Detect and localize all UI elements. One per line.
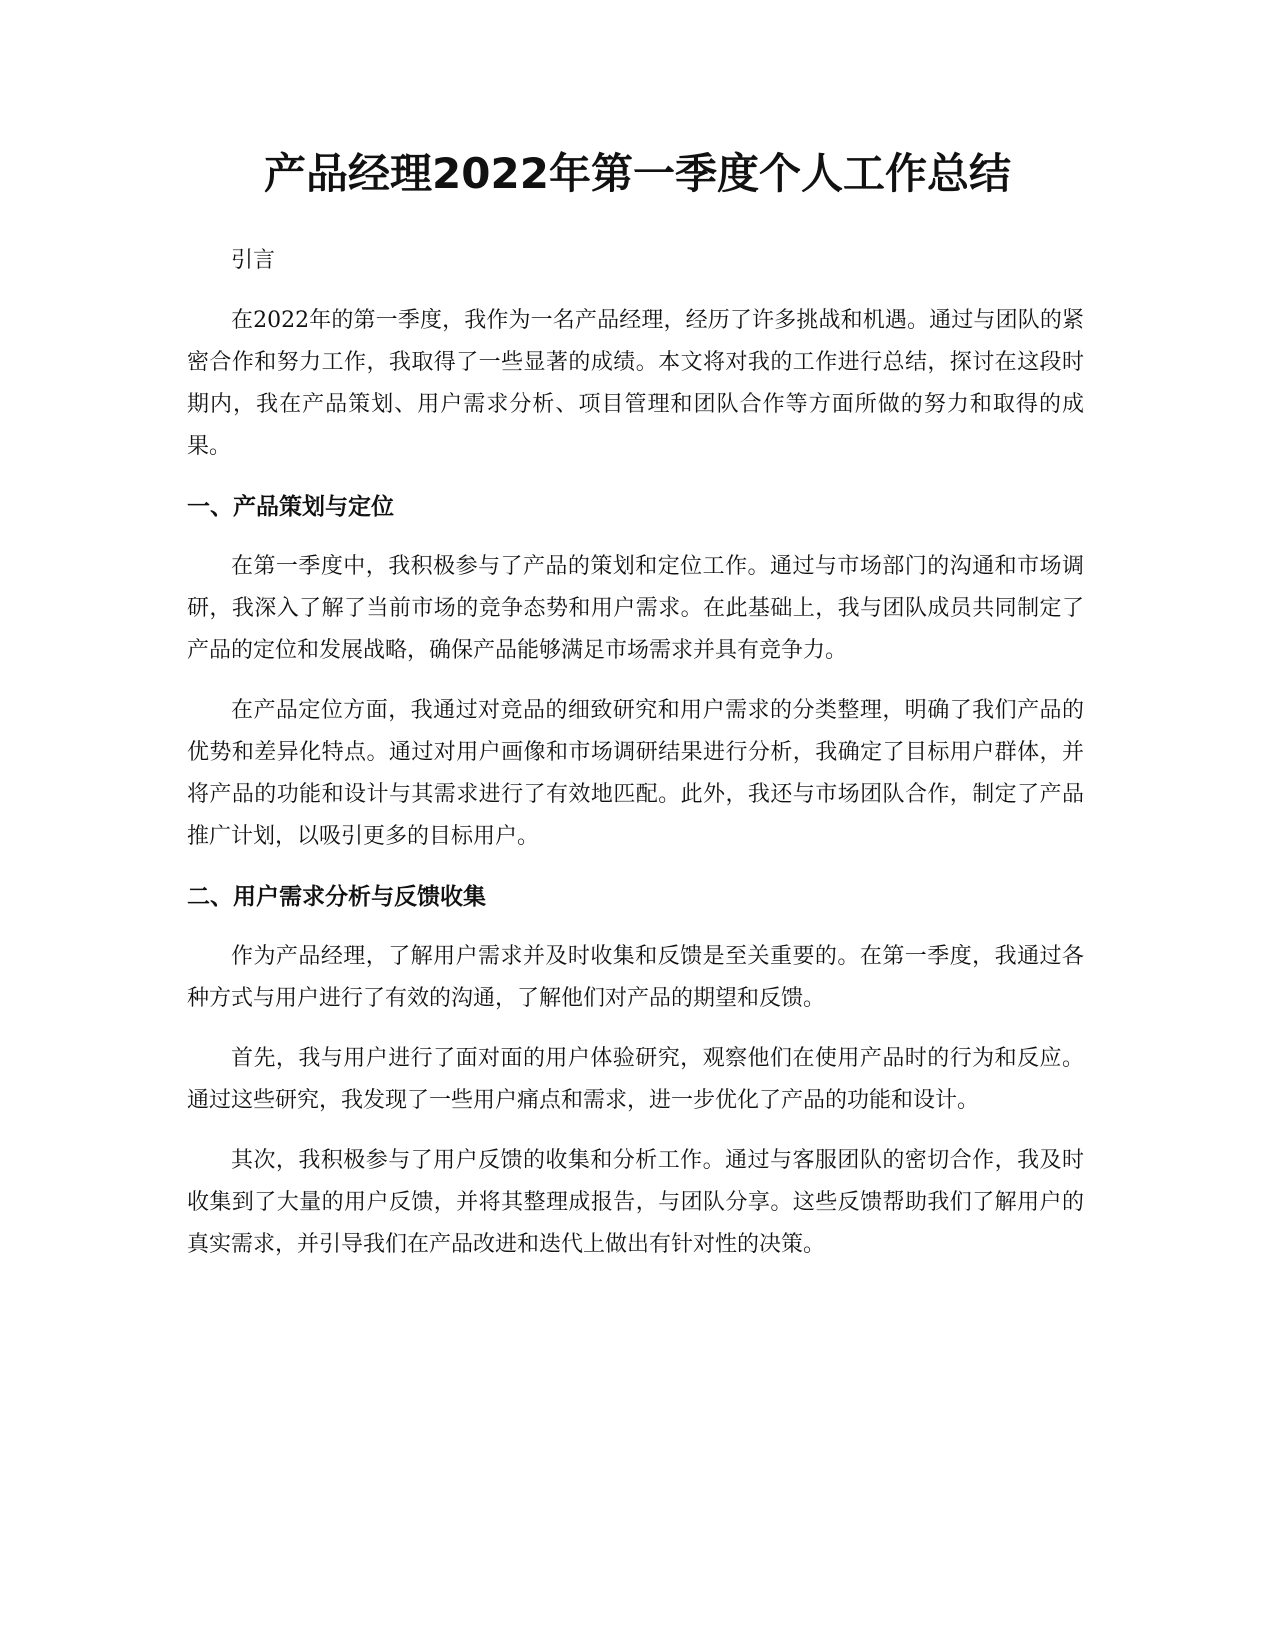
section-2-paragraph-2: 首先，我与用户进行了面对面的用户体验研究，观察他们在使用产品时的行为和反应。通过这些研究，我发现了一些用户痛点和需求，进一步优化了产品的功能和设计。 [187,1046,1084,1113]
section-1-paragraph-1: 在第一季度中，我积极参与了产品的策划和定位工作。通过与市场部门的沟通和市场调研，我深入了解了当前市场的竞争态势和用户需求。在此基础上，我与团队成员共同制定了产品的定位和发展战略，确保产品能够满足市场需求并具有竞争力。 [187,554,1084,663]
document-title: 产品经理2022年第一季度个人工作总结 [264,149,1011,198]
section-heading-2: 二、用户需求分析与反馈收集 [187,884,486,910]
section-1-paragraph-2: 在产品定位方面，我通过对竞品的细致研究和用户需求的分类整理，明确了我们产品的优势和差异化特点。通过对用户画像和市场调研结果进行分析，我确定了目标用户群体，并将产品的功能和设计与其需求进行了有效地匹配。此外，我还与市场团队合作，制定了产品推广计划，以吸引更多的目标用户。 [187,698,1084,849]
section-2-paragraph-1: 作为产品经理，了解用户需求并及时收集和反馈是至关重要的。在第一季度，我通过各种方式与用户进行了有效的沟通，了解他们对产品的期望和反馈。 [187,944,1084,1011]
intro-paragraph: 在2022年的第一季度，我作为一名产品经理，经历了许多挑战和机遇。通过与团队的紧密合作和努力工作，我取得了一些显著的成绩。本文将对我的工作进行总结，探讨在这段时期内，我在产品策划、用户需求分析、项目管理和团队合作等方面所做的努力和取得的成果。 [187,308,1084,459]
section-heading-1: 一、产品策划与定位 [187,494,394,520]
document-body [187,240,1084,1284]
intro-label: 引言 [231,248,276,273]
section-2-paragraph-3: 其次，我积极参与了用户反馈的收集和分析工作。通过与客服团队的密切合作，我及时收集到了大量的用户反馈，并将其整理成报告，与团队分享。这些反馈帮助我们了解用户的真实需求，并引导我们在产品改进和迭代上做出有针对性的决策。 [187,1148,1084,1257]
